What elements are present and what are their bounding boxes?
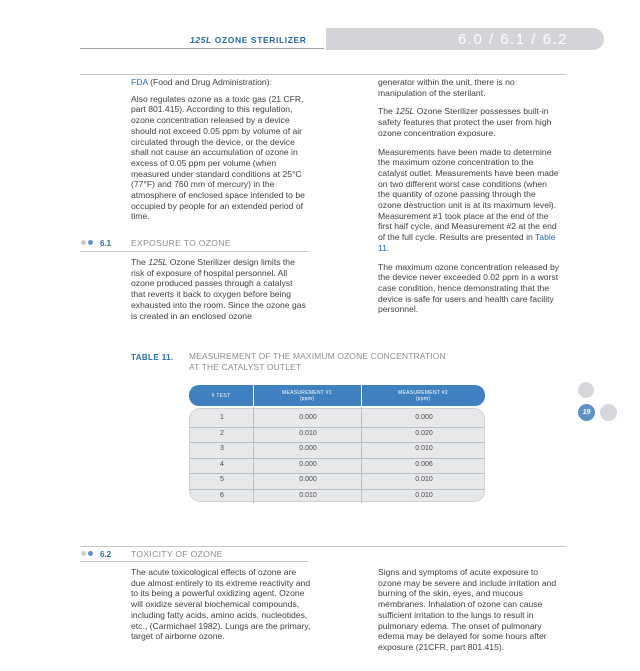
section-62-number: 6.2 [100, 550, 112, 559]
fda-label: FDA [131, 77, 148, 87]
section-61-right-text [378, 77, 560, 323]
section-62-top-separator [80, 546, 566, 547]
top-separator [80, 74, 566, 75]
section-61-title: EXPOSURE TO OZONE [131, 238, 231, 248]
table-11-link[interactable]: Table 11 [378, 232, 556, 253]
section-61-separator [80, 251, 308, 252]
table-row: 3 0.000 0.010 [220, 445, 433, 453]
section-61-number: 6.1 [100, 239, 112, 248]
section-62-right-text: Signs and symptoms of acute exposure to ozone may be severe and include irritation and burning of the skin, eyes, and mucous membranes. Inhalation of ozone can cause sufficient irritation to the lungs to result in pulmonary edema. The onset of pulmonary edema may be delayed for some hours after exposure (21CFR, part 801.415). [378, 567, 557, 652]
header-rule [80, 48, 324, 49]
table-body [189, 408, 485, 502]
table-header [189, 385, 485, 406]
table-row: 1 0.000 0.000 [220, 414, 433, 421]
table-header-test: # TEST [211, 392, 231, 399]
right-paragraph-4: The maximum ozone concentration released by the device never exceeded 0.02 ppm in a worst case condition, hence demonstrating that the device is safe for users and health care facility personnel. [378, 261, 560, 315]
section-62-title: TOXICITY OF OZONE [131, 549, 223, 559]
page-number-badge: 19 [578, 404, 595, 421]
fda-body: Also regulates ozone as a toxic gas (21 CFR, part 801.415). According to this regulation, ozone concentration released by a device should not exceed 0.05 ppm by volume of air circulated through the device, or the device shall not cause an accumulation of ozone in excess of 0.05 ppm per volume (when measured under standard conditions at 25°C (77°F) and 760 mm of mercury) in the atmosphere of enclosed space intended to be occupied by people for an extended period of time. [131, 93, 305, 222]
right-paragraph-3: Measurements have been made to determine the maximum ozone concentration to the catalyst outlet. Measurements have been made on two different worst case conditions (when the quantity of ozone passing through the ozone destruction unit is at its maximum level). Measurement #1 took place at the end of the first half cycle, and Measurement #2 at the end of the full cycle. Results are presented in Table 11. [378, 146, 559, 253]
section-62-separator [80, 561, 308, 562]
header-section-numbers: 6.0 / 6.1 / 6.2 [457, 31, 568, 48]
section-61-dots [81, 240, 95, 245]
section-61-left-text: The 125L Ozone Sterilizer design limits the risk of exposure of hospital personnel. All ozone produced passes through a catalyst that reverts it back to oxygen before being exhausted into the room. Since the ozone gas is created in an enclosed ozone [131, 257, 306, 321]
fda-label-rest: (Food and Drug Administration): [147, 77, 272, 87]
page-circle-top [578, 382, 594, 398]
table-row: 6 0.010 0.010 [220, 491, 433, 499]
table-label: TABLE 11. [131, 353, 174, 362]
header-title: 125L OZONE STERILIZER [190, 35, 307, 45]
table-caption: MEASUREMENT OF THE MAXIMUM OZONE CONCENTRATION AT THE CATALYST OUTLET [189, 351, 446, 372]
fda-block [131, 77, 309, 230]
table-header-measurement-1: MEASUREMENT #1 (ppm) [282, 389, 332, 402]
table-header-measurement-2: MEASUREMENT #2 (ppm) [398, 389, 448, 402]
table-row: 2 0.010 0.020 [220, 429, 433, 437]
right-paragraph-2: The 125L Ozone Sterilizer possesses built-in safety features that protect the user from high ozone concentration exposure. [378, 106, 552, 138]
section-62-dots [81, 551, 95, 556]
section-62-left-text: The acute toxicological effects of ozone are due almost entirely to its extreme reactivity and to its being a powerful oxidizing agent. Ozone will oxidize several biochemical compounds, including fatty acids, amino acids, nucleotides, etc., (Carmichael 1982). Lungs are the primary, target of airborne ozone. [131, 567, 311, 642]
table-row: 5 0.000 0.010 [220, 476, 433, 484]
right-paragraph-1: generator within the unit, there is no manipulation of the sterilant. [378, 77, 515, 98]
page-circle-right [600, 404, 617, 421]
table-row: 4 0.000 0.006 [220, 460, 433, 468]
